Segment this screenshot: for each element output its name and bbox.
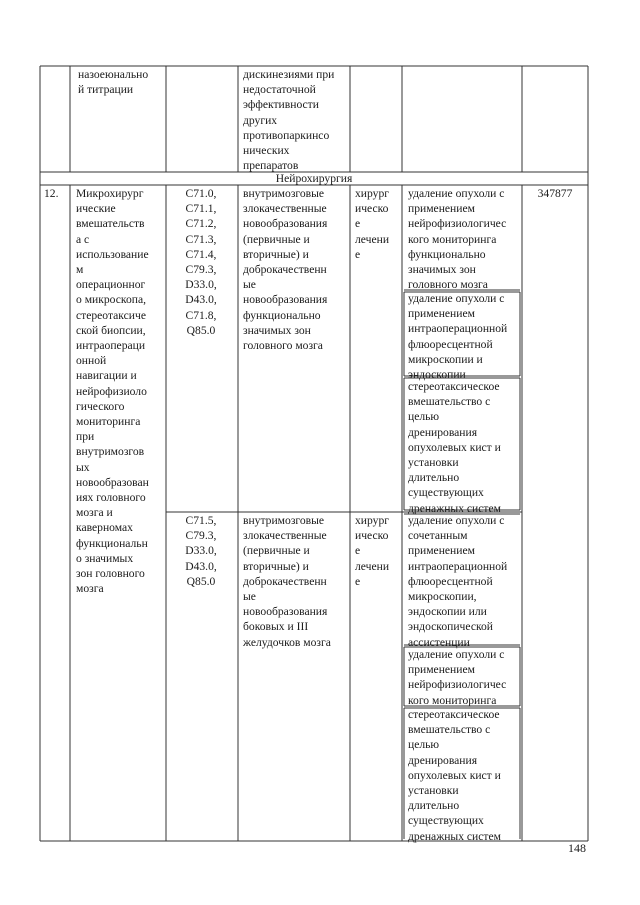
- row-method-1c: стереотаксическое вмешательство с целью дренирования опухолевых кист и установки длительно существующих дренажных систем: [408, 380, 501, 515]
- section-header: Нейрохирургия: [275, 172, 353, 185]
- row-codes-1: C71.0, C71.1, C71.2, C71.3, C71.4, C79.3, D33.0, D43.0, C71.8, Q85.0: [185, 187, 217, 337]
- row-price: 347877: [537, 187, 573, 200]
- row-model-1: внутримозговые злокачественные новообразования (первичные и вторичные) и доброкачественн ые новообразования функционально значимых зон головного мозга: [243, 187, 328, 353]
- row-treatment-2: хирург ическо e лечени e: [355, 514, 390, 588]
- row-method-2b: удаление опухоли с применением нейрофизиологичес кого мониторинга: [408, 648, 507, 707]
- row-name: Микрохирург ические вмешательств а с использование м операционног о микроскопа, стереотаксиче ской биопсии, интраопераци онной навигации и нейрофизиоло гического мониторинга при внутримозгов ых новообразован иях головного мозга и каверномах функциональн о значимых зон головного мозга: [76, 187, 149, 596]
- row-method-1b: удаление опухоли с применением интраоперационной флюоресцентной микроскопии и эндоскопии: [408, 292, 508, 382]
- prev-row-condition-text: дискинезиями при недостаточной эффективности других противопаркинсо нических препаратов: [243, 68, 335, 173]
- row-method-2a: удаление опухоли с сочетанным применением интраоперационной флюоресцентной микроскопии, эндоскопии или эндоскопической ассистенции: [408, 514, 508, 649]
- row-number: 12.: [44, 187, 59, 200]
- page-number: 148: [568, 841, 586, 855]
- row-codes-2: C71.5, C79.3, D33.0, D43.0, Q85.0: [185, 514, 217, 588]
- row-treatment-1: хирург ическо e лечени e: [355, 187, 390, 261]
- row-model-2: внутримозговые злокачественные (первичные и вторичные) и доброкачественн ые новообразования боковых и III желудочков мозга: [243, 514, 331, 649]
- row-method-2c: стереотаксическое вмешательство с целью дренирования опухолевых кист и установки длительно существующих дренажных систем: [408, 708, 501, 843]
- row-method-1a: удаление опухоли с применением нейрофизиологичес кого мониторинга функционально значимых зон головного мозга: [408, 187, 507, 292]
- prev-row-model-text: назоеюнально й титрации: [78, 68, 149, 97]
